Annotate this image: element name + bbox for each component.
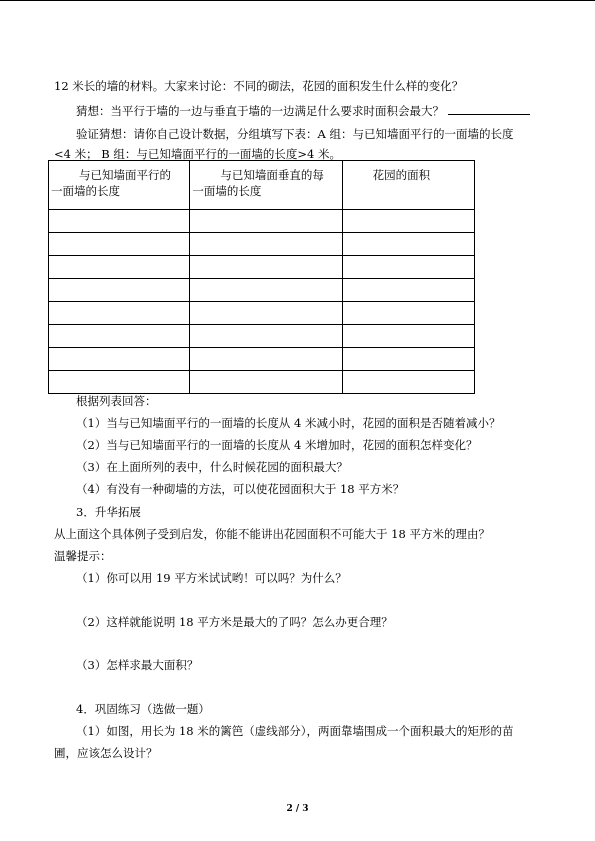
answer-blank[interactable] [448,102,530,115]
question-2: （2）当与已知墙面平行的一面墙的长度从 4 米增加时，花园的面积怎样变化？ [76,438,478,452]
verify-line-1: 验证猜想：请你自己设计数据，分组填写下表：A 组：与已知墙面平行的一面墙的长度 [76,127,514,141]
table-cell[interactable] [342,348,474,371]
intro-line: 12 米长的墙的材料。大家来讨论：不同的砌法，花园的面积发生什么样的变化？ [54,79,464,93]
table-row [49,256,475,279]
table-cell[interactable] [49,325,190,348]
table-cell[interactable] [190,256,342,279]
table-cell[interactable] [342,210,474,233]
guess-text: 猜想：当平行于墙的一边与垂直于墙的一边满足什么要求时面积会最大？ [76,104,444,118]
table-cell[interactable] [49,302,190,325]
table-cell[interactable] [190,302,342,325]
table-row [49,302,475,325]
question-1: （1）当与已知墙面平行的一面墙的长度从 4 米减小时，花园的面积是否随着减小？ [76,416,501,430]
exercise-1-line-1: （1）如图，用长为 18 米的篱笆（虚线部分），两面靠墙围成一个面积最大的矩形的苗 [76,724,514,738]
table-cell[interactable] [49,348,190,371]
table-cell[interactable] [342,325,474,348]
table-cell[interactable] [49,210,190,233]
table-row [49,279,475,302]
header-parallel-length: 与已知墙面平行的 一面墙的长度 [49,161,190,210]
table-row [49,210,475,233]
guess-line [76,102,530,119]
table-row [49,233,475,256]
exercise-1-line-2: 圃，应该怎么设计？ [54,746,158,760]
tip-label: 温馨提示： [54,549,112,563]
table-cell[interactable] [190,348,342,371]
table-cell[interactable] [342,256,474,279]
question-3: （3）在上面所列的表中，什么时候花园的面积最大？ [76,460,348,474]
table-row [49,325,475,348]
table-cell[interactable] [342,302,474,325]
page-number: 2 / 3 [286,804,309,814]
data-table [48,160,475,394]
table-row [49,348,475,371]
table-cell[interactable] [342,279,474,302]
table-header-row [49,161,475,210]
section-3-title: 3．升华拓展 [76,505,141,519]
question-4: （4）有没有一种砌墙的方法，可以使花园面积大于 18 平方米？ [76,482,405,496]
table-cell[interactable] [49,279,190,302]
section-4-title: 4．巩固练习（选做一题） [76,702,210,716]
answers-heading: 根据列表回答： [76,394,157,408]
table-cell[interactable] [49,371,190,394]
table-cell[interactable] [190,371,342,394]
table-cell[interactable] [342,371,474,394]
table-cell[interactable] [190,233,342,256]
table-cell[interactable] [190,210,342,233]
tip-3: （3）怎样求最大面积？ [76,658,199,672]
verify-line-2: <4 米； B 组：与已知墙面平行的一面墙的长度>4 米。 [54,147,341,161]
table-cell[interactable] [190,325,342,348]
header-area: 花园的面积 [342,161,474,210]
table-cell[interactable] [342,233,474,256]
top-rule [0,0,595,1]
table-cell[interactable] [49,256,190,279]
section-3-text: 从上面这个具体例子受到启发，你能不能讲出花园面积不可能大于 18 平方米的理由？ [54,527,490,541]
tip-1: （1）你可以用 19 平方米试试哟！可以吗？为什么？ [76,571,347,585]
header-perpendicular-length: 与已知墙面垂直的每 一面墙的长度 [190,161,342,210]
table-cell[interactable] [49,233,190,256]
table-row [49,371,475,394]
table-cell[interactable] [190,279,342,302]
tip-2: （2）这样就能说明 18 平方米是最大的了吗？怎么办更合理？ [76,615,393,629]
